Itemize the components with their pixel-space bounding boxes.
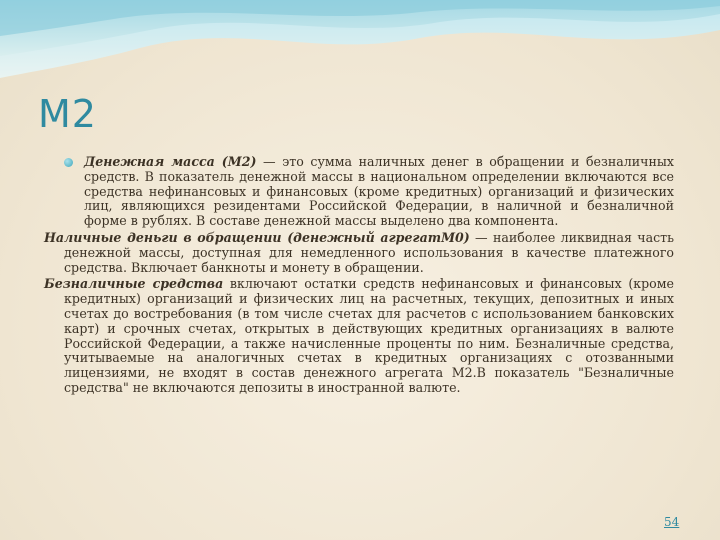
paragraph-money-supply [64, 155, 674, 229]
definition-cash-in-circulation: — наиболее ликвидная часть денежной массы, доступная для немедленного использования в качестве платежного средства. Включает банкноты и монету в обращении. [64, 229, 674, 275]
definition-non-cash-funds: включают остатки средств нефинансовых и финансовых (кроме кредитных) организаций и физических лиц на расчетных, текущих, депозитных и иных счетах до востребования (в том числе счетах для расчетов с использованием банковских карт) и срочных счетах, открытых в действующих кредитных организациях в валюте Российской Федерации, а также начисленные проценты по ним. Безналичные средства, учитываемые на аналогичных счетах в кредитных организациях с отозванными лицензиями, не входят в состав денежного агрегата М2.В показатель "Безналичные средства" не включаются депозиты в иностранной валюте. [64, 276, 675, 395]
paragraph-non-cash-funds [44, 277, 674, 395]
term-non-cash-funds: Безналичные средства [44, 276, 224, 292]
slide-title: М2 [38, 92, 97, 136]
page-number[interactable]: 54 [664, 515, 680, 529]
decorative-wave-header [0, 0, 720, 100]
paragraph-cash-in-circulation [44, 231, 674, 275]
term-money-supply: Денежная масса (М2) [84, 154, 257, 169]
bullet-icon [64, 158, 73, 167]
definition-money-supply: — это сумма наличных денег в обращении и безналичных средств. В показатель денежной массы в национальном определении включаются все средства нефинансовых и финансовых (кроме кредитных) организаций и физических лиц, являющихся резидентами Российской Федерации, в наличной и безналичной форме в рублях. В составе денежной массы выделено два компонента. [84, 154, 674, 229]
term-cash-in-circulation: Наличные деньги в обращении (денежный агрегатМ0) [44, 229, 470, 245]
slide-body [44, 155, 674, 398]
